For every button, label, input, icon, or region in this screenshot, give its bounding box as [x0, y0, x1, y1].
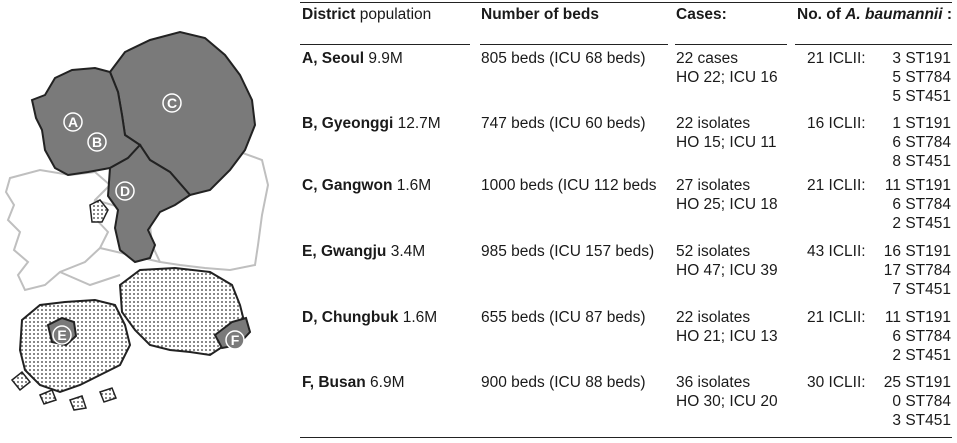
table-row: C, Gangwon 1.6M	[302, 177, 432, 194]
table-cell-st: 25 ST191	[883, 374, 951, 391]
table-cell-cases-detail: HO 15; ICU 11	[676, 134, 777, 151]
table-cell-cases: 27 isolates	[676, 177, 751, 194]
table-cell-beds: 900 beds (ICU 88 beds)	[481, 374, 646, 391]
table-cell-st: 3 ST191	[892, 50, 951, 67]
table-cell-st: 0 ST784	[892, 393, 951, 410]
table-cell-iclii: 21 ICLII:	[807, 50, 866, 67]
table-cell-st: 2 ST451	[892, 215, 951, 232]
table-cell-beds: 655 beds (ICU 87 beds)	[481, 309, 646, 326]
header-cases: Cases:	[676, 6, 727, 23]
table-cell-iclii: 30 ICLII:	[807, 374, 866, 391]
header-district: District population	[302, 6, 432, 23]
table-cell-st: 2 ST451	[892, 347, 951, 364]
table-row: B, Gyeonggi 12.7M	[302, 115, 441, 132]
table-cell-st: 5 ST451	[892, 88, 951, 105]
table-cell-st: 5 ST784	[892, 69, 951, 86]
svg-text:E: E	[57, 327, 67, 343]
table-cell-beds: 747 beds (ICU 60 beds)	[481, 115, 646, 132]
table-cell-st: 3 ST451	[892, 412, 951, 429]
table-cell-cases-detail: HO 22; ICU 16	[676, 69, 778, 86]
table-row: D, Chungbuk 1.6M	[302, 309, 438, 326]
table-cell-st: 7 ST451	[892, 281, 951, 298]
table-cell-cases-detail: HO 30; ICU 20	[676, 393, 778, 410]
header-beds: Number of beds	[481, 6, 599, 23]
table-cell-st: 11 ST191	[884, 309, 951, 326]
header-abaumannii: No. of A. baumannii :	[797, 6, 953, 23]
table-cell-st: 6 ST784	[892, 328, 951, 345]
svg-text:B: B	[91, 134, 103, 150]
table-cell-cases: 52 isolates	[676, 243, 751, 260]
table-row: F, Busan 6.9M	[302, 374, 405, 391]
table-cell-cases: 36 isolates	[676, 374, 751, 391]
table-top-rule	[300, 2, 952, 3]
table-cell-cases: 22 cases	[676, 50, 739, 67]
table-cell-beds: 1000 beds (ICU 112 beds	[481, 177, 657, 194]
table-cell-cases-detail: HO 47; ICU 39	[676, 262, 778, 279]
table-cell-beds: 985 beds (ICU 157 beds)	[481, 243, 655, 260]
table-cell-iclii: 16 ICLII:	[807, 115, 866, 132]
table-cell-beds: 805 beds (ICU 68 beds)	[481, 50, 646, 67]
table-cell-iclii: 43 ICLII:	[807, 243, 866, 260]
header-rule-abau	[795, 44, 952, 45]
svg-text:F: F	[230, 332, 240, 348]
header-rule-district	[300, 44, 470, 45]
table-cell-st: 17 ST784	[883, 262, 951, 279]
header-rule-cases	[675, 44, 787, 45]
header-rule-beds	[480, 44, 668, 45]
table-cell-cases-detail: HO 21; ICU 13	[676, 328, 778, 345]
table-cell-cases: 22 isolates	[676, 309, 751, 326]
table-cell-st: 8 ST451	[892, 153, 951, 170]
table-cell-cases: 22 isolates	[676, 115, 751, 132]
table-cell-iclii: 21 ICLII:	[807, 309, 866, 326]
table-cell-iclii: 21 ICLII:	[807, 177, 866, 194]
table-row: E, Gwangju 3.4M	[302, 243, 426, 260]
table-cell-st: 6 ST784	[892, 196, 951, 213]
table-bottom-rule	[300, 437, 952, 438]
table-row: A, Seoul 9.9M	[302, 50, 403, 67]
table-cell-st: 16 ST191	[883, 243, 951, 260]
svg-text:D: D	[119, 183, 131, 199]
table-cell-st: 6 ST784	[892, 134, 951, 151]
svg-text:C: C	[166, 95, 178, 111]
table-cell-st: 1 ST191	[892, 115, 951, 132]
table-cell-st: 11 ST191	[884, 177, 951, 194]
table-cell-cases-detail: HO 25; ICU 18	[676, 196, 778, 213]
svg-text:A: A	[67, 114, 79, 130]
